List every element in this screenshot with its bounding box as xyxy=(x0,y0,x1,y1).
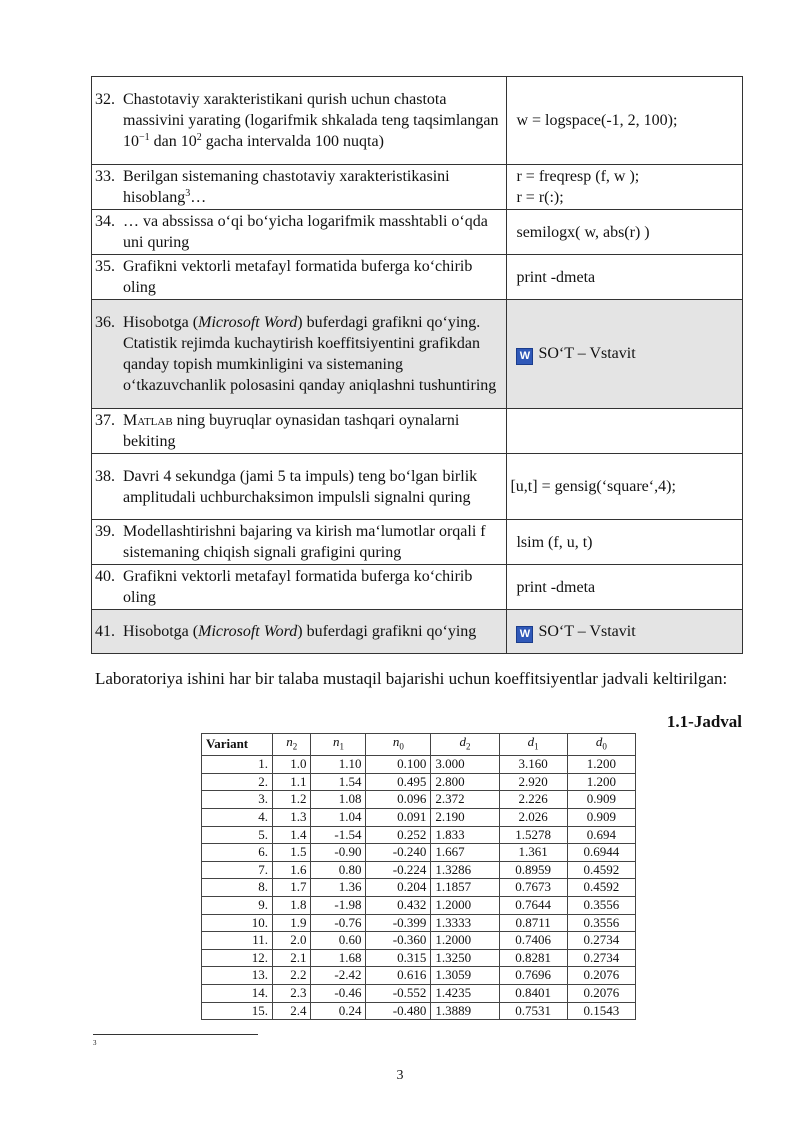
header-subscript: 2 xyxy=(292,741,298,752)
col-header-n2 xyxy=(273,734,311,756)
step-row xyxy=(92,165,743,210)
cell-d1: 0.7696 xyxy=(499,967,567,985)
step-number: 39. xyxy=(95,523,115,540)
step-row xyxy=(92,565,743,610)
cell-n0: 0.315 xyxy=(366,949,431,967)
cell-n0: 0.204 xyxy=(366,879,431,897)
table-row xyxy=(202,808,636,826)
cell-n1: -1.54 xyxy=(311,826,366,844)
cell-d0: 0.3556 xyxy=(567,914,635,932)
cell-d1: 2.920 xyxy=(499,773,567,791)
cell-n1: 1.10 xyxy=(311,756,366,774)
step-number: 38. xyxy=(95,467,115,485)
coef-header-row xyxy=(202,734,636,756)
col-header-d1 xyxy=(499,734,567,756)
step-command: semilogx( w, abs(r) ) xyxy=(507,210,743,255)
cell-n1: 0.24 xyxy=(311,1002,366,1020)
cell-n1: 1.04 xyxy=(311,808,366,826)
step-command: print -dmeta xyxy=(507,255,743,300)
cell-d2: 2.372 xyxy=(431,791,499,809)
col-header-n1 xyxy=(311,734,366,756)
step-text-part: ning buyruqlar oynasidan tashqari oynalarni bekiting xyxy=(123,412,460,450)
word-icon: W xyxy=(516,348,533,365)
step-number: 40. xyxy=(95,568,115,585)
cell-d2: 1.4235 xyxy=(431,984,499,1002)
cell-d2: 1.3889 xyxy=(431,1002,499,1020)
col-header-d2 xyxy=(431,734,499,756)
cell-d0: 0.4592 xyxy=(567,879,635,897)
header-subscript: 1 xyxy=(534,741,539,752)
cell-n0: 0.091 xyxy=(366,808,431,826)
steps-table xyxy=(91,76,743,654)
header-subscript: 0 xyxy=(602,741,607,752)
cell-d1: 0.7673 xyxy=(499,879,567,897)
step-text xyxy=(123,166,502,208)
step-question xyxy=(92,210,507,255)
cell-variant: 1. xyxy=(202,756,273,774)
cell-n1: -2.42 xyxy=(311,967,366,985)
cell-d1: 0.7406 xyxy=(499,932,567,950)
cell-variant: 10. xyxy=(202,914,273,932)
step-row xyxy=(92,210,743,255)
cell-n2: 1.9 xyxy=(273,914,311,932)
table-row xyxy=(202,984,636,1002)
cell-d2: 1.3059 xyxy=(431,967,499,985)
step-text-part: dan xyxy=(149,133,181,150)
step-number: 35. xyxy=(95,258,115,275)
step-command: [u,t] = gensig(‘square‘,4); xyxy=(507,454,743,520)
cell-n1: -1.98 xyxy=(311,896,366,914)
cell-n0: 0.616 xyxy=(366,967,431,985)
cell-d1: 0.8401 xyxy=(499,984,567,1002)
header-symbol: d xyxy=(595,734,603,749)
step-text-part: ) buferdagi grafikni qo‘ying xyxy=(297,623,477,640)
step-text: Grafikni vektorli metafayl formatida buferga ko‘chirib oling xyxy=(123,568,473,606)
step-row xyxy=(92,77,743,165)
cell-d2: 1.2000 xyxy=(431,932,499,950)
word-icon: W xyxy=(516,626,533,643)
cell-d2: 1.2000 xyxy=(431,896,499,914)
step-question xyxy=(92,165,507,210)
table-title: 1.1-Jadval xyxy=(666,712,742,731)
cell-n2: 1.7 xyxy=(273,879,311,897)
cell-variant: 2. xyxy=(202,773,273,791)
step-command: lsim (f, u, t) xyxy=(507,520,743,565)
step-command xyxy=(507,610,743,654)
cell-n1: -0.90 xyxy=(311,844,366,862)
step-number: 37. xyxy=(95,412,115,429)
step-text xyxy=(123,621,502,642)
cell-n1: 0.60 xyxy=(311,932,366,950)
table-row xyxy=(202,773,636,791)
step-question xyxy=(92,255,507,300)
math-power xyxy=(181,133,202,150)
cell-d0: 0.2076 xyxy=(567,967,635,985)
step-row xyxy=(92,520,743,565)
table-row xyxy=(202,949,636,967)
cell-d0: 0.2076 xyxy=(567,984,635,1002)
cell-d0: 0.2734 xyxy=(567,949,635,967)
cell-variant: 15. xyxy=(202,1002,273,1020)
cell-d0: 0.909 xyxy=(567,791,635,809)
cell-d0: 0.4592 xyxy=(567,861,635,879)
cell-d0: 1.200 xyxy=(567,756,635,774)
footnote-divider xyxy=(93,1034,258,1035)
header-subscript: 2 xyxy=(465,741,471,752)
cell-n2: 2.3 xyxy=(273,984,311,1002)
cell-n2: 1.8 xyxy=(273,896,311,914)
step-command xyxy=(507,409,743,454)
step-number: 36. xyxy=(95,314,115,331)
step-question xyxy=(92,454,507,520)
step-text-part: ) buferdagi grafikni qo‘ying. Ctatistik rejimda kuchaytirish koeffitsiyentini grafikdan qanday topish mumkinligini va sistemaning o‘tkazuvchanlik polosasini qanday aniqlashni tushuntiring xyxy=(123,314,497,394)
math-exponent: 2 xyxy=(196,132,202,143)
table-row xyxy=(202,861,636,879)
cell-n1: 1.08 xyxy=(311,791,366,809)
cell-variant: 8. xyxy=(202,879,273,897)
math-base: 10 xyxy=(123,133,139,150)
cell-variant: 5. xyxy=(202,826,273,844)
step-text-part: Chastotaviy xarakteristikani qurish uchun chastota massivini yarating (logarifmik shkalada teng taqsimlangan xyxy=(123,91,499,129)
coefficient-table xyxy=(201,733,636,1020)
cell-variant: 4. xyxy=(202,808,273,826)
cell-d1: 2.026 xyxy=(499,808,567,826)
cell-n0: -0.552 xyxy=(366,984,431,1002)
cell-n0: 0.252 xyxy=(366,826,431,844)
cell-variant: 13. xyxy=(202,967,273,985)
step-text-part: … xyxy=(190,189,207,206)
table-row xyxy=(202,932,636,950)
cell-variant: 14. xyxy=(202,984,273,1002)
header-symbol: n xyxy=(332,734,340,749)
cell-d1: 2.226 xyxy=(499,791,567,809)
cell-d0: 1.200 xyxy=(567,773,635,791)
step-question xyxy=(92,565,507,610)
step-text xyxy=(123,89,502,152)
cell-d1: 3.160 xyxy=(499,756,567,774)
step-command: print -dmeta xyxy=(507,565,743,610)
step-text-part: gacha intervalda 100 nuqta) xyxy=(201,133,384,150)
cell-n0: 0.432 xyxy=(366,896,431,914)
cell-n2: 1.5 xyxy=(273,844,311,862)
cell-n1: 1.36 xyxy=(311,879,366,897)
cell-n1: 1.68 xyxy=(311,949,366,967)
cell-d2: 1.833 xyxy=(431,826,499,844)
command-line: r = r(:); xyxy=(516,189,564,206)
table-row xyxy=(202,914,636,932)
cell-d1: 0.8711 xyxy=(499,914,567,932)
cell-d0: 0.6944 xyxy=(567,844,635,862)
cell-n2: 1.4 xyxy=(273,826,311,844)
cell-variant: 7. xyxy=(202,861,273,879)
step-text xyxy=(123,410,502,452)
step-text xyxy=(123,312,502,396)
step-row xyxy=(92,610,743,654)
step-text-part: Berilgan sistemaning chastotaviy xarakteristikasini hisoblang xyxy=(123,168,450,206)
cell-variant: 3. xyxy=(202,791,273,809)
step-row xyxy=(92,300,743,409)
header-symbol: n xyxy=(286,734,293,749)
cell-n0: -0.399 xyxy=(366,914,431,932)
cell-d1: 1.361 xyxy=(499,844,567,862)
step-row xyxy=(92,454,743,520)
math-power xyxy=(123,133,150,150)
step-question xyxy=(92,409,507,454)
cell-n0: 0.100 xyxy=(366,756,431,774)
step-text-part: Hisobotga ( xyxy=(123,314,199,331)
cell-d1: 0.7531 xyxy=(499,1002,567,1020)
cell-n2: 1.1 xyxy=(273,773,311,791)
col-header-d0 xyxy=(567,734,635,756)
command-line: r = freqresp (f, w ); xyxy=(516,168,640,185)
header-subscript: 1 xyxy=(339,741,344,752)
cell-n2: 2.2 xyxy=(273,967,311,985)
header-subscript: 0 xyxy=(399,741,404,752)
cell-d1: 0.8281 xyxy=(499,949,567,967)
cell-n1: -0.46 xyxy=(311,984,366,1002)
header-symbol: n xyxy=(392,734,400,749)
cell-d0: 0.2734 xyxy=(567,932,635,950)
col-header-n0 xyxy=(366,734,431,756)
step-question xyxy=(92,300,507,409)
step-number: 33. xyxy=(95,168,115,185)
step-text: Modellashtirishni bajaring va kirish ma‘lumotlar orqali f sistemaning chiqish signali grafigini quring xyxy=(123,523,486,561)
cell-n2: 1.3 xyxy=(273,808,311,826)
step-row xyxy=(92,409,743,454)
cell-n1: 0.80 xyxy=(311,861,366,879)
menu-path: SO‘T – Vstavit xyxy=(538,345,636,362)
cell-d0: 0.1543 xyxy=(567,1002,635,1020)
table-row xyxy=(202,967,636,985)
cell-n2: 1.0 xyxy=(273,756,311,774)
cell-variant: 6. xyxy=(202,844,273,862)
col-header-variant: Variant xyxy=(202,734,273,756)
cell-d1: 1.5278 xyxy=(499,826,567,844)
step-question xyxy=(92,77,507,165)
page-number: 3 xyxy=(396,1068,404,1083)
table-row xyxy=(202,844,636,862)
header-symbol: d xyxy=(527,734,535,749)
app-name: Microsoft Word xyxy=(198,623,298,640)
cell-d0: 0.3556 xyxy=(567,896,635,914)
footnote-marker: 3 xyxy=(93,1039,97,1047)
cell-n0: -0.224 xyxy=(366,861,431,879)
table-row xyxy=(202,896,636,914)
cell-d2: 1.1857 xyxy=(431,879,499,897)
cell-n2: 1.6 xyxy=(273,861,311,879)
step-text-part: Hisobotga ( xyxy=(123,623,199,640)
cell-n0: -0.480 xyxy=(366,1002,431,1020)
table-row xyxy=(202,879,636,897)
cell-n0: 0.495 xyxy=(366,773,431,791)
table-row xyxy=(202,1002,636,1020)
coef-body xyxy=(202,756,636,1020)
table-row xyxy=(202,756,636,774)
cell-d0: 0.909 xyxy=(567,808,635,826)
step-question xyxy=(92,520,507,565)
cell-n0: -0.240 xyxy=(366,844,431,862)
cell-d1: 0.8959 xyxy=(499,861,567,879)
step-question xyxy=(92,610,507,654)
cell-d2: 2.190 xyxy=(431,808,499,826)
cell-d0: 0.694 xyxy=(567,826,635,844)
step-number: 41. xyxy=(95,623,115,640)
table-row xyxy=(202,826,636,844)
matlab-name: Matlab xyxy=(123,412,173,429)
app-name: Microsoft Word xyxy=(198,314,298,331)
math-exponent: −1 xyxy=(139,132,150,143)
cell-n2: 2.1 xyxy=(273,949,311,967)
step-command: w = logspace(-1, 2, 100); xyxy=(507,77,743,165)
cell-d2: 2.800 xyxy=(431,773,499,791)
step-command xyxy=(507,165,743,210)
cell-n2: 1.2 xyxy=(273,791,311,809)
cell-d2: 3.000 xyxy=(431,756,499,774)
math-base: 10 xyxy=(180,133,197,150)
step-row xyxy=(92,255,743,300)
cell-n0: 0.096 xyxy=(366,791,431,809)
cell-variant: 9. xyxy=(202,896,273,914)
cell-d2: 1.3333 xyxy=(431,914,499,932)
step-text: … va abssissa o‘qi bo‘yicha logarifmik masshtabli o‘qda uni quring xyxy=(123,213,488,251)
step-number: 32. xyxy=(95,91,115,108)
cell-variant: 11. xyxy=(202,932,273,950)
table-row xyxy=(202,791,636,809)
step-text: Grafikni vektorli metafayl formatida buferga ko‘chirib oling xyxy=(123,258,473,296)
cell-d2: 1.3250 xyxy=(431,949,499,967)
menu-path: SO‘T – Vstavit xyxy=(538,622,636,640)
cell-n0: -0.360 xyxy=(366,932,431,950)
step-number: 34. xyxy=(95,213,115,230)
cell-n2: 2.0 xyxy=(273,932,311,950)
cell-d1: 0.7644 xyxy=(499,896,567,914)
step-text: Davri 4 sekundga (jami 5 ta impuls) teng bo‘lgan birlik amplitudali uchburchaksimon impulsli signalni quring xyxy=(123,467,478,506)
cell-n1: 1.54 xyxy=(311,773,366,791)
cell-d2: 1.667 xyxy=(431,844,499,862)
cell-n1: -0.76 xyxy=(311,914,366,932)
cell-variant: 12. xyxy=(202,949,273,967)
step-command xyxy=(507,300,743,409)
cell-d2: 1.3286 xyxy=(431,861,499,879)
header-symbol: d xyxy=(459,734,466,749)
footnote-ref[interactable]: 3 xyxy=(185,188,191,199)
intro-paragraph: Laboratoriya ishini har bir talaba mustaqil bajarishi uchun koeffitsiyentlar jadvali keltirilgan: xyxy=(95,669,728,688)
cell-n2: 2.4 xyxy=(273,1002,311,1020)
